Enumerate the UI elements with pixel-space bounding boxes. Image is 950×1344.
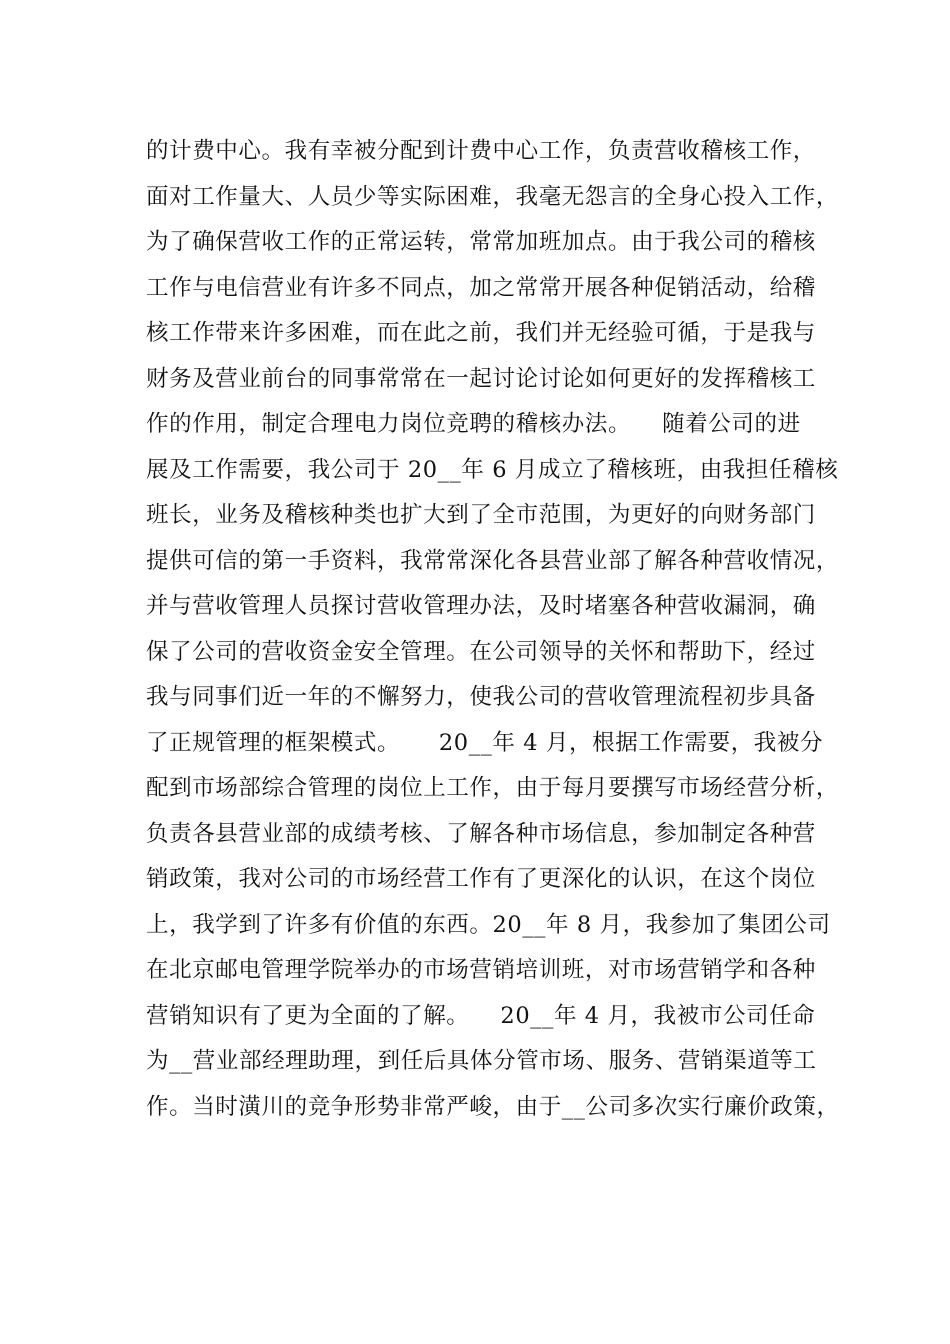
- text-line: 财务及营业前台的同事常常在一起讨论讨论如何更好的发挥稽核工: [146, 365, 816, 392]
- text-line: 提供可信的第一手资料，我常常深化各县营业部了解各种营收情况，: [146, 547, 840, 574]
- text-line: 营销知识有了更为全面的了解。 20__年 4 月，我被市公司任命: [146, 1002, 816, 1029]
- text-line: 销政策，我对公司的市场经营工作有了更深化的认识，在这个岗位: [146, 866, 816, 892]
- text-line: 了正规管理的框架模式。 20__年 4 月，根据工作需要，我被分: [146, 729, 824, 756]
- text-line: 为__营业部经理助理，到任后具体分管市场、服务、营销渠道等工: [146, 1048, 817, 1074]
- text-line: 展及工作需要，我公司于 20__年 6 月成立了稽核班，由我担任稽核: [146, 456, 839, 483]
- text-line: 工作与电信营业有许多不同点，加之常常开展各种促销活动，给稽: [146, 274, 816, 301]
- text-line: 作。当时潢川的竞争形势非常严峻，由于__公司多次实行廉价政策，: [146, 1093, 840, 1120]
- text-line: 保了公司的营收资金安全管理。在公司领导的关怀和帮助下，经过: [146, 638, 816, 665]
- text-line: 在北京邮电管理学院举办的市场营销培训班，对市场营销学和各种: [146, 957, 816, 983]
- text-line: 班长，业务及稽核种类也扩大到了全市范围，为更好的向财务部门: [146, 502, 816, 528]
- text-line: 上，我学到了许多有价值的东西。20__年 8 月，我参加了集团公司: [146, 911, 831, 938]
- text-line: 核工作带来许多困难，而在此之前，我们并无经验可循，于是我与: [146, 320, 816, 346]
- text-line: 我与同事们近一年的不懈努力，使我公司的营收管理流程初步具备: [146, 684, 816, 710]
- text-line: 面对工作量大、人员少等实际困难，我毫无怨言的全身心投入工作，: [146, 183, 840, 210]
- text-line: 负责各县营业部的成绩考核、了解各种市场信息，参加制定各种营: [146, 820, 816, 847]
- body-text: [146, 129, 846, 1130]
- text-line: 作的作用，制定合理电力岗位竞聘的稽核办法。 随着公司的进: [146, 411, 801, 437]
- text-line: 并与营收管理人员探讨营收管理办法，及时堵塞各种营收漏洞，确: [146, 593, 816, 619]
- text-line: 为了确保营收工作的正常运转，常常加班加点。由于我公司的稽核: [146, 229, 816, 255]
- text-line: 的计费中心。我有幸被分配到计费中心工作，负责营收稽核工作，: [146, 138, 816, 164]
- text-line: 配到市场部综合管理的岗位上工作，由于每月要撰写市场经营分析，: [146, 775, 840, 801]
